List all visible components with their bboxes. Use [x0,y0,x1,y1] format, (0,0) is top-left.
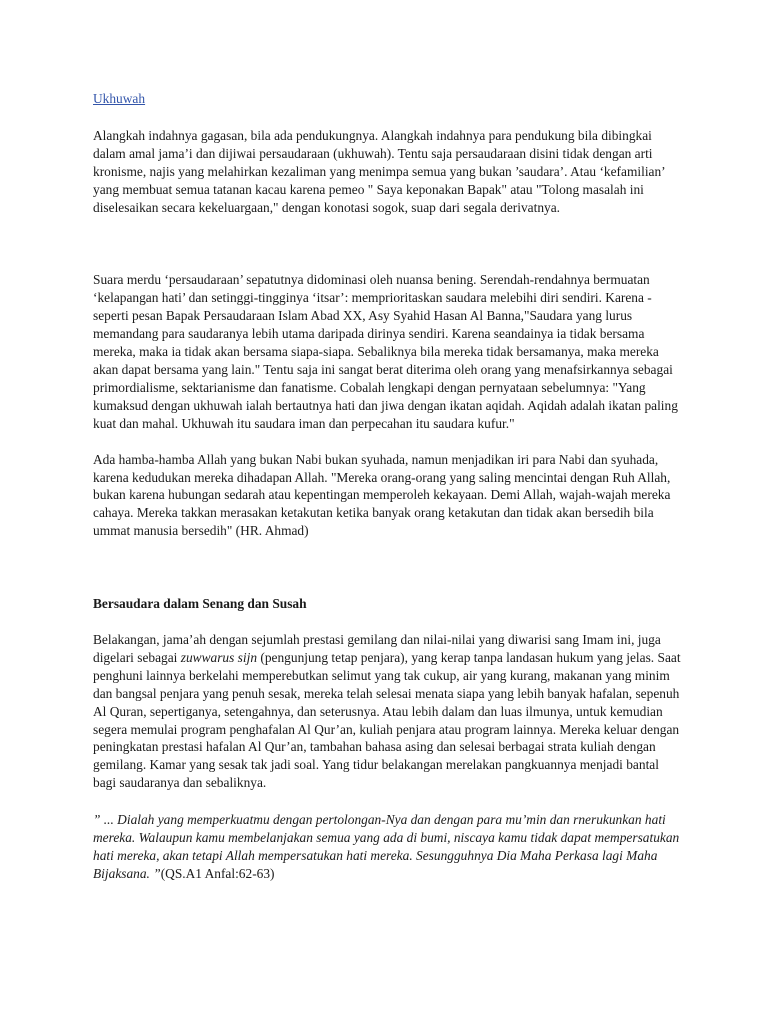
document-body [93,90,683,883]
paragraph-penjara-italic-term: zuwwarus sijn [180,649,258,665]
paragraph-intro: Alangkah indahnya gagasan, bila ada pendukungnya. Alangkah indahnya para pendukung bila dibingkai dalam amal jama’i dan dijiwai persaudaraan (ukhuwah). Tentu saja persaudaraan disini tidak dengan arti kronisme, najis yang melahirkan kezaliman yang menimpa semua yang bukan ’saudara’. Atau ‘kefamilian’ yang membuat semua tatanan kacau karena pemeo " Saya keponakan Bapak" atau "Tolong masalah ini diselesaikan secara kekeluargaan," dengan konotasi sogok, suap dari segala derivatnya. [93,127,665,215]
quran-quote [93,811,683,883]
quran-quote-text: ” ... Dialah yang memperkuatmu dengan pertolongan-Nya dan dengan para mu’min dan rnerukunkan hati mereka. Walaupun kamu membelanjakan semua yang ada di bumi, niscaya kamu tidak dapat mempersatukan hati mereka, akan tetapi Allah mempersatukan hati mereka. Sesungguhnya Dia Maha Perkasa lagi Maha Bijaksana. ” [93,812,680,881]
paragraph-hadith: Ada hamba-hamba Allah yang bukan Nabi bukan syuhada, namun menjadikan iri para Nabi dan syuhada, karena kedudukan mereka dihadapan Allah. "Mereka orang-orang yang saling mencintai dengan Ruh Allah, bukan karena hubungan sedarah atau kepentingan memperoleh kekayaan. Demi Allah, wajah-wajah mereka cahaya. Mereka takkan merasakan ketakutan ketika banyak orang ketakutan dan tidak akan bersedih bila ummat manusia bersedih" (HR. Ahmad) [93,451,671,539]
paragraph-penjara [93,631,683,792]
section-heading: Bersaudara dalam Senang dan Susah [93,596,307,612]
paragraph-penjara-text-1: Belakangan, jama’ah dengan sejumlah prestasi gemilang dan nilai-nilai yang diwarisi sang Imam ini, juga digelari sebagai [93,632,661,665]
quran-quote-citation: (QS.A1 Anfal:62-63) [160,865,275,881]
paragraph-persaudaraan: Suara merdu ‘persaudaraan’ sepatutnya didominasi oleh nuansa bening. Serendah-rendahnya bermuatan ‘kelapangan hati’ dan setinggi-tingginya ‘itsar’: memprioritaskan saudara melebihi diri sendiri. Karena -seperti pesan Bapak Persaudaraan Islam Abad XX, Asy Syahid Hasan Al Banna,"Saudara yang lurus memandang para saudaranya lebih utama daripada dirinya sendiri. Karena seandainya ia tidak bersama mereka, maka ia tidak akan bersama siapa-siapa. Sebaliknya bila mereka tidak bersamanya, maka mereka akan dapat bersama yang lain." Tentu saja ini sangat berat diterima oleh orang yang menafsirkannya sebagai primordialisme, sektarianisme dan fanatisme. Cobalah lengkapi dengan pernyataan sebelumnya: "Yang kumaksud dengan ukhuwah ialah bertautnya hati dan jiwa dengan ikatan aqidah. Aqidah adalah ikatan paling kuat dan mahal. Ukhuwah itu saudara iman dan perpecahan itu saudara kufur." [93,272,678,431]
title-link[interactable]: Ukhuwah [93,91,146,106]
paragraph-penjara-text-2: (pengunjung tetap penjara), yang kerap tanpa landasan hukum yang jelas. Saat penghuni lainnya berkelahi memperebutkan selimut yang tak cukup, air yang kurang, makanan yang minim dan bangsal penjara yang penuh sesak, mereka telah selesai menata siapa yang lebih banyak hafalan, sepenuh Al Quran, sepertiganya, setengahnya, dan seterusnya. Atau lebih dalam dan luas ilmunya, untuk kemudian segera memulai program penghafalan Al Qur’an, kuliah penjara atau program lainnya. Mereka keluar dengan peningkatan prestasi hafalan Al Qur’an, tambahan bahasa asing dan selesai berbagai strata kuliah dengan gemilang. Kamar yang sesak tak jadi soal. Yang tidur belakangan merelakan pangkuannya menjadi bantal bagi saudaranya dan sebaliknya. [93,649,681,791]
